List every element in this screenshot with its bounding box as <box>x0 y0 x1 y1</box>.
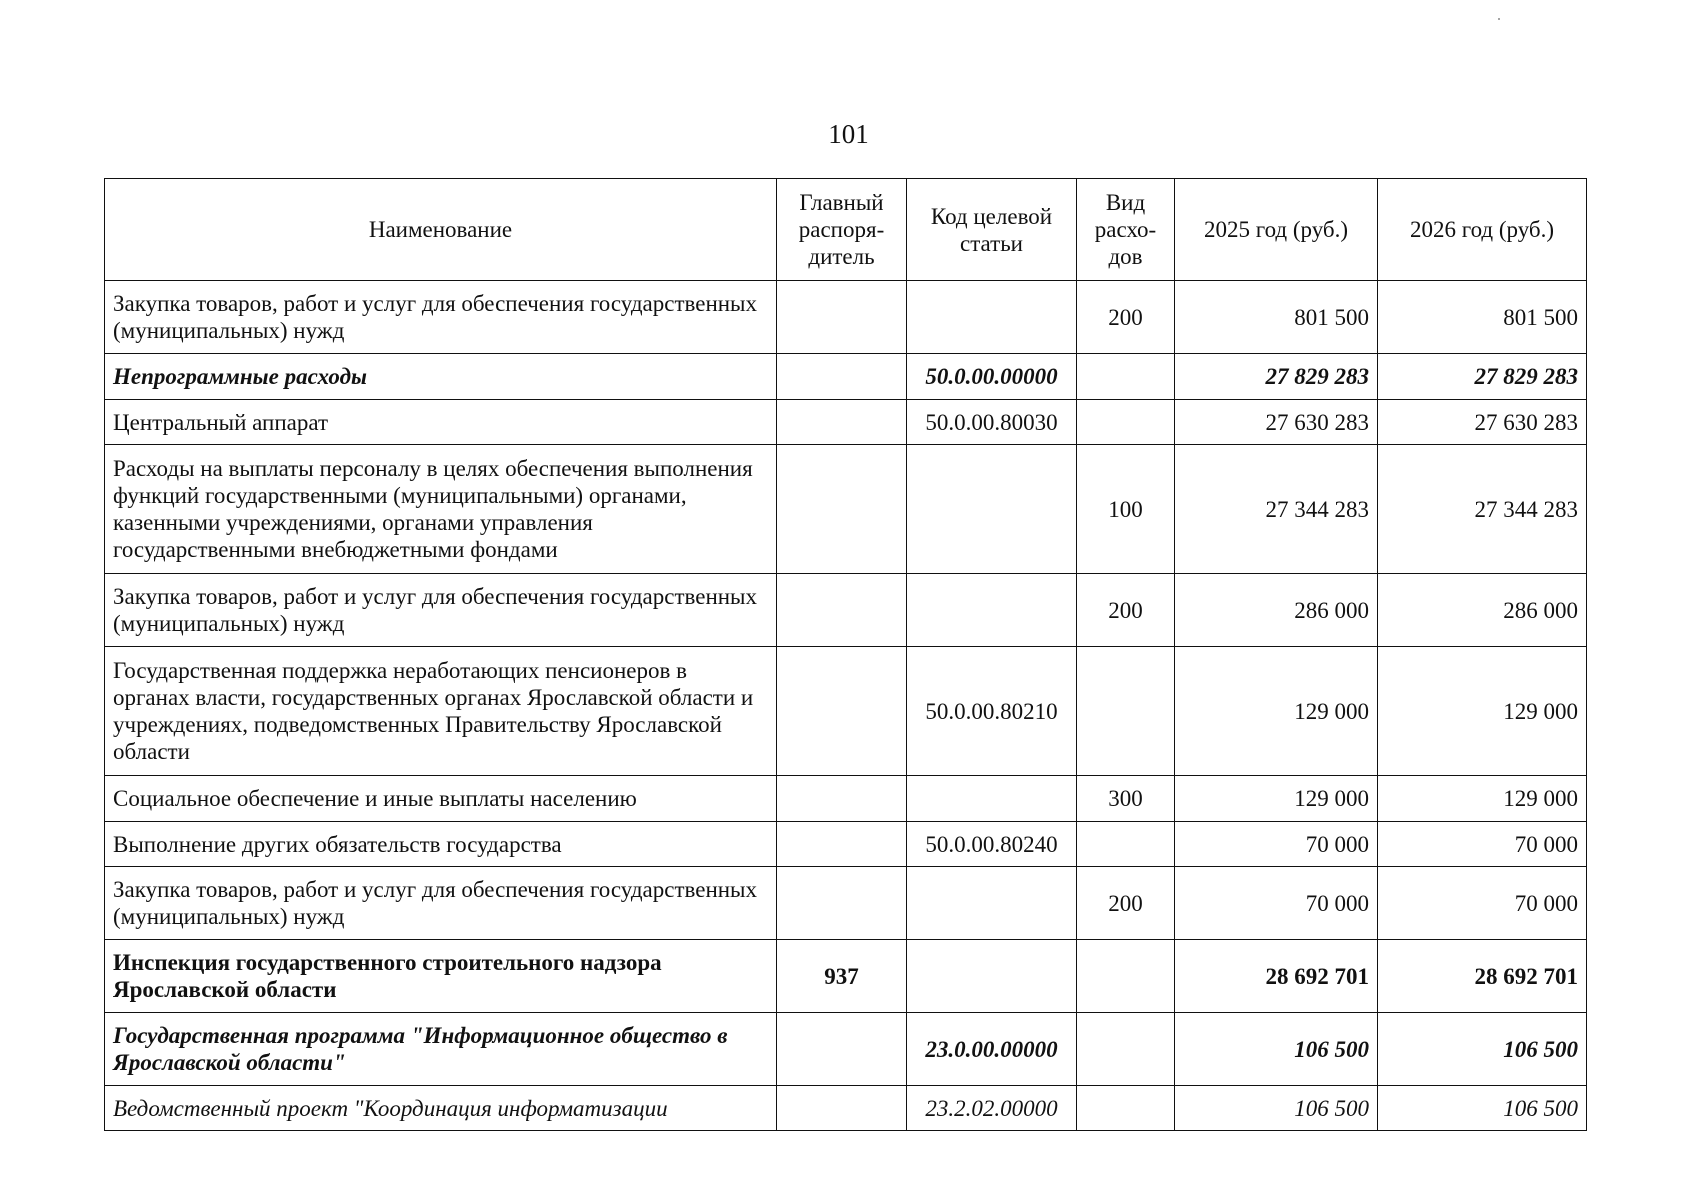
row-manager <box>777 776 907 822</box>
table-row <box>105 776 1587 822</box>
page-number: 101 <box>828 119 869 149</box>
row-2026: 28 692 701 <box>1378 940 1587 1013</box>
row-manager <box>777 1013 907 1086</box>
row-2025: 801 500 <box>1175 281 1378 354</box>
row-manager <box>777 1086 907 1131</box>
row-expense-type: 200 <box>1077 867 1175 940</box>
row-2026: 70 000 <box>1378 822 1587 867</box>
row-name: Расходы на выплаты персоналу в целях обеспечения выполнения функций государственными (муниципальными) органами, казенными учреждениями, органами управления государственными внебюджетными фондами <box>105 445 777 574</box>
row-code <box>907 867 1077 940</box>
row-2026: 286 000 <box>1378 574 1587 647</box>
table-row <box>105 354 1587 400</box>
table-row <box>105 281 1587 354</box>
row-2026: 27 630 283 <box>1378 400 1587 445</box>
row-2026: 129 000 <box>1378 647 1587 776</box>
row-code: 50.0.00.80240 <box>907 822 1077 867</box>
row-2026: 27 344 283 <box>1378 445 1587 574</box>
header-name: Наименование <box>105 179 777 281</box>
row-code <box>907 281 1077 354</box>
row-expense-type <box>1077 647 1175 776</box>
row-expense-type: 300 <box>1077 776 1175 822</box>
row-2025: 286 000 <box>1175 574 1378 647</box>
row-2025: 27 344 283 <box>1175 445 1378 574</box>
row-2025: 70 000 <box>1175 822 1378 867</box>
row-2026: 106 500 <box>1378 1086 1587 1131</box>
table-row <box>105 822 1587 867</box>
table-row <box>105 400 1587 445</box>
row-name: Закупка товаров, работ и услуг для обеспечения государственных (муниципальных) нужд <box>105 281 777 354</box>
table-row <box>105 1086 1587 1131</box>
budget-table <box>104 178 1587 1131</box>
row-name: Государственная программа "Информационное общество в Ярославской области" <box>105 1013 777 1086</box>
header-manager: Главный распоря-дитель <box>777 179 907 281</box>
row-expense-type: 100 <box>1077 445 1175 574</box>
row-expense-type <box>1077 940 1175 1013</box>
row-expense-type: 200 <box>1077 574 1175 647</box>
row-2026: 129 000 <box>1378 776 1587 822</box>
row-expense-type <box>1077 1013 1175 1086</box>
table-row <box>105 940 1587 1013</box>
row-code: 50.0.00.80210 <box>907 647 1077 776</box>
row-manager <box>777 281 907 354</box>
row-2025: 70 000 <box>1175 867 1378 940</box>
row-code <box>907 776 1077 822</box>
table-row <box>105 1013 1587 1086</box>
header-code: Код целевой статьи <box>907 179 1077 281</box>
header-2026: 2026 год (руб.) <box>1378 179 1587 281</box>
row-code: 23.0.00.00000 <box>907 1013 1077 1086</box>
row-2026: 801 500 <box>1378 281 1587 354</box>
row-name: Выполнение других обязательств государства <box>105 822 777 867</box>
row-code: 23.2.02.00000 <box>907 1086 1077 1131</box>
row-code <box>907 574 1077 647</box>
row-name: Закупка товаров, работ и услуг для обеспечения государственных (муниципальных) нужд <box>105 867 777 940</box>
row-manager <box>777 445 907 574</box>
row-2025: 106 500 <box>1175 1086 1378 1131</box>
row-manager <box>777 400 907 445</box>
row-code <box>907 940 1077 1013</box>
row-2025: 129 000 <box>1175 647 1378 776</box>
row-2026: 27 829 283 <box>1378 354 1587 400</box>
row-2025: 129 000 <box>1175 776 1378 822</box>
row-manager <box>777 354 907 400</box>
row-code <box>907 445 1077 574</box>
table-row <box>105 647 1587 776</box>
row-name: Центральный аппарат <box>105 400 777 445</box>
row-expense-type: 200 <box>1077 281 1175 354</box>
scan-speck <box>1498 18 1500 20</box>
row-name: Государственная поддержка неработающих пенсионеров в органах власти, государственных органах Ярославской области и учреждениях, подведомственных Правительству Ярославской области <box>105 647 777 776</box>
row-expense-type <box>1077 400 1175 445</box>
row-name: Закупка товаров, работ и услуг для обеспечения государственных (муниципальных) нужд <box>105 574 777 647</box>
row-2025: 28 692 701 <box>1175 940 1378 1013</box>
header-2025: 2025 год (руб.) <box>1175 179 1378 281</box>
header-expense-type: Вид расхо-дов <box>1077 179 1175 281</box>
row-expense-type <box>1077 354 1175 400</box>
row-manager <box>777 867 907 940</box>
table-header-row <box>105 179 1587 281</box>
table-row <box>105 867 1587 940</box>
row-name: Инспекция государственного строительного надзора Ярославской области <box>105 940 777 1013</box>
row-name: Непрограммные расходы <box>105 354 777 400</box>
row-2025: 27 630 283 <box>1175 400 1378 445</box>
row-2026: 106 500 <box>1378 1013 1587 1086</box>
row-code: 50.0.00.80030 <box>907 400 1077 445</box>
row-2025: 27 829 283 <box>1175 354 1378 400</box>
row-2026: 70 000 <box>1378 867 1587 940</box>
row-name: Ведомственный проект "Координация информатизации <box>105 1086 777 1131</box>
row-manager <box>777 574 907 647</box>
row-expense-type <box>1077 1086 1175 1131</box>
row-name: Социальное обеспечение и иные выплаты населению <box>105 776 777 822</box>
row-manager <box>777 822 907 867</box>
table-row <box>105 574 1587 647</box>
row-manager: 937 <box>777 940 907 1013</box>
row-expense-type <box>1077 822 1175 867</box>
row-code: 50.0.00.00000 <box>907 354 1077 400</box>
row-2025: 106 500 <box>1175 1013 1378 1086</box>
table-row <box>105 445 1587 574</box>
row-manager <box>777 647 907 776</box>
